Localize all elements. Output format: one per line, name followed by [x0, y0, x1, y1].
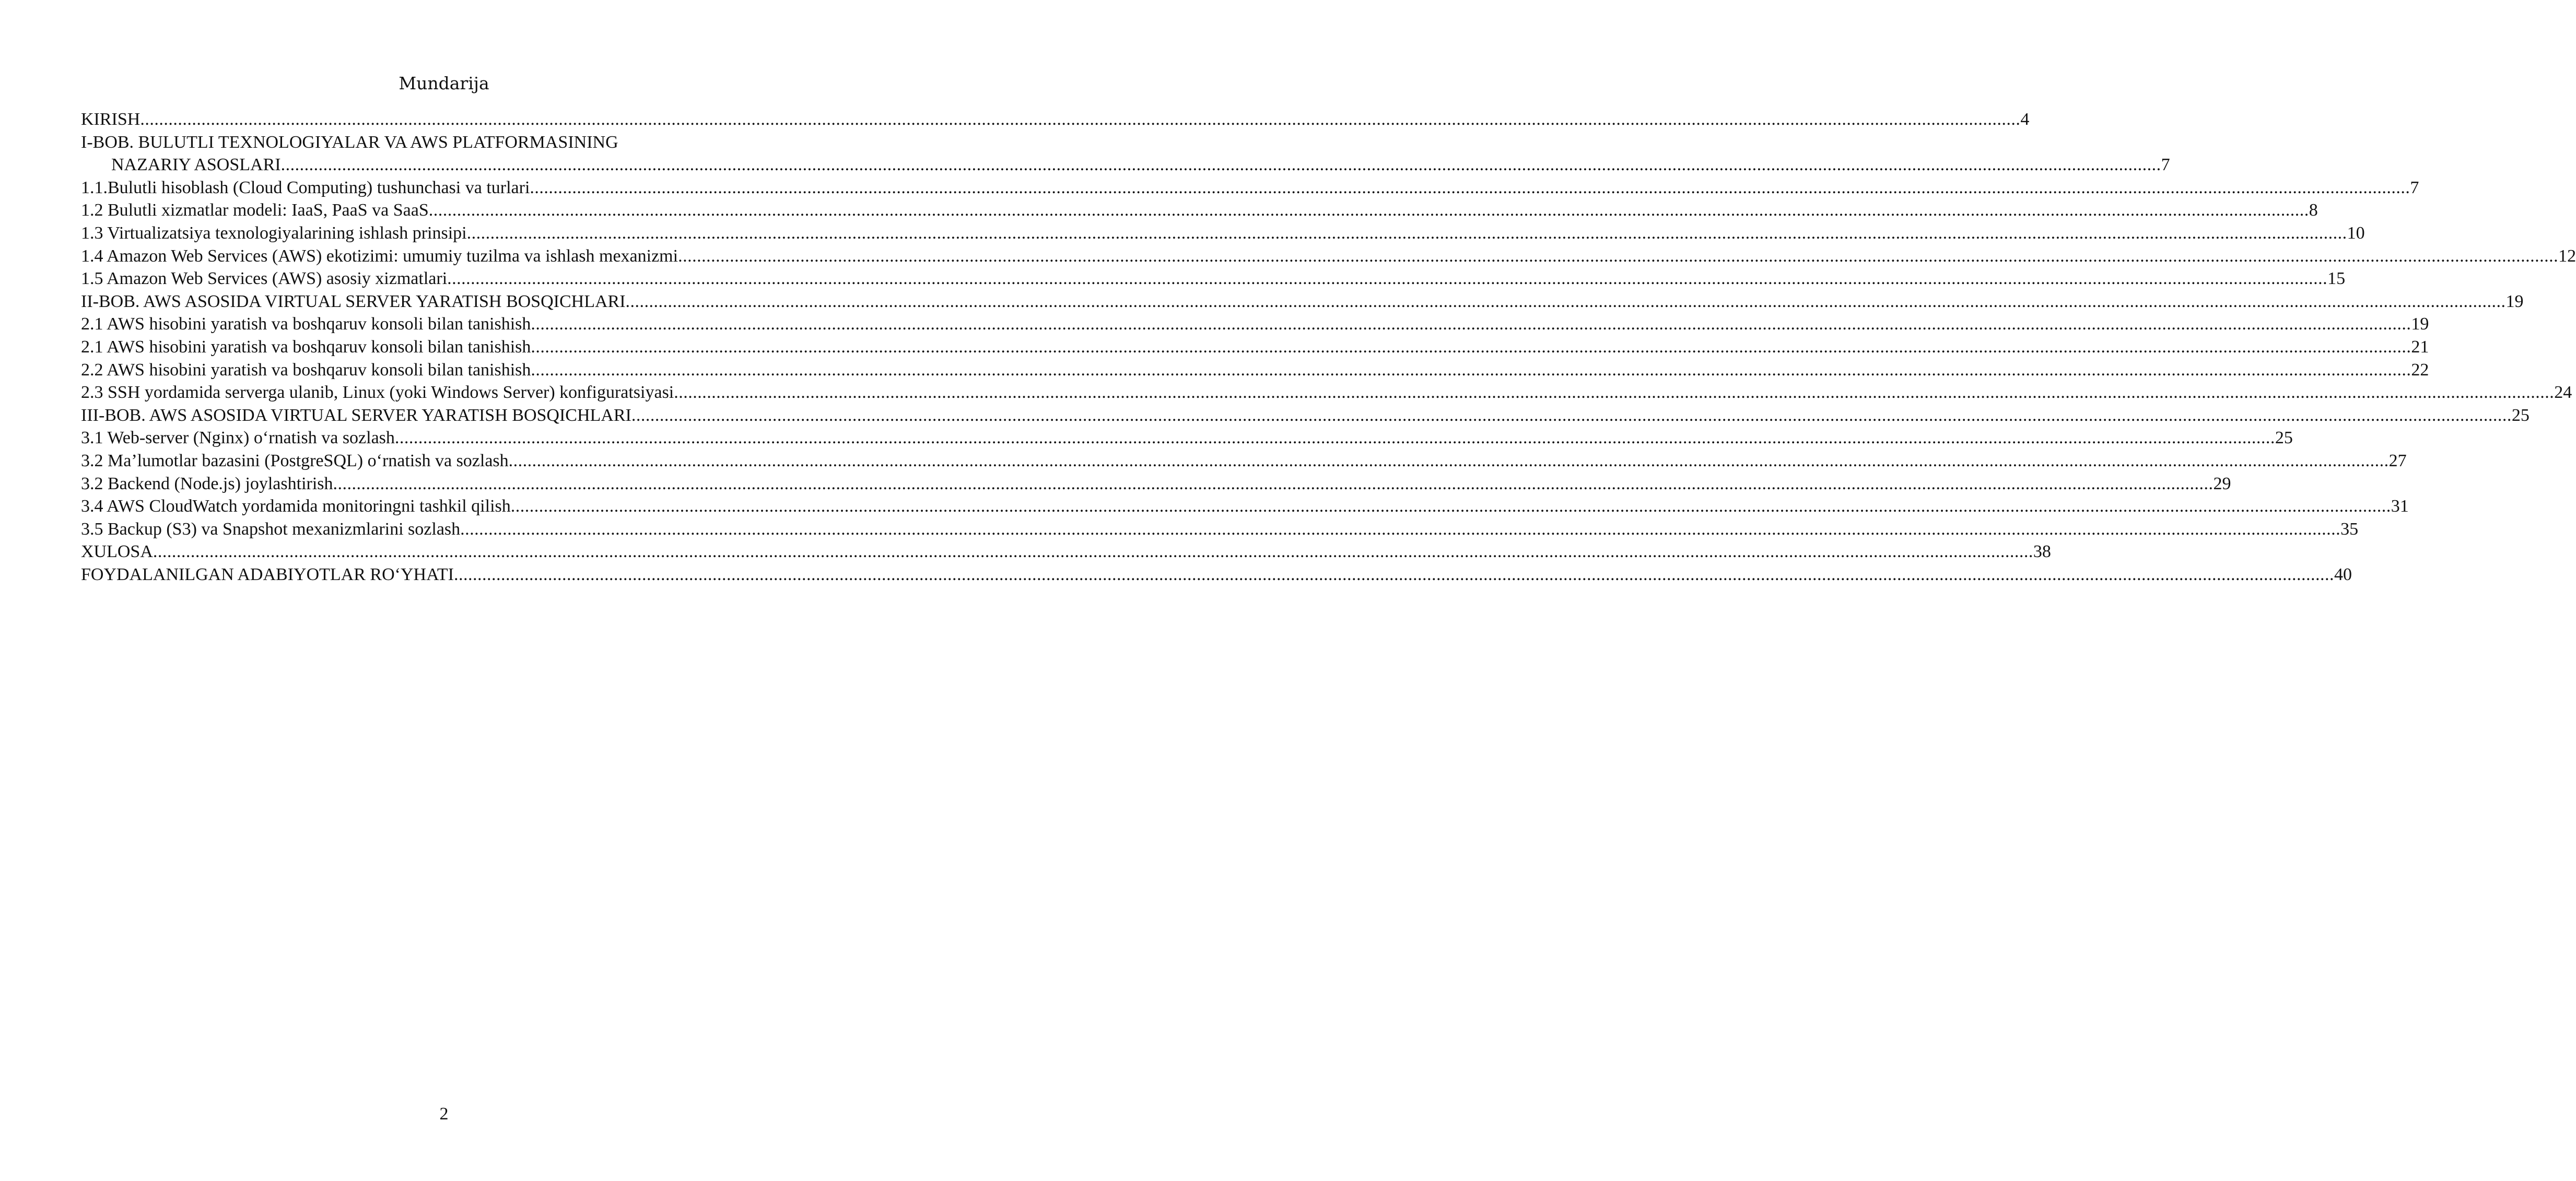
toc-entry-page: 27: [2388, 451, 2407, 470]
toc-leader-dots: ................................................................................................................................................................................................................................................................................................................................................................................................................: [280, 155, 2161, 175]
toc-entry-3-1[interactable]: [81, 427, 2293, 450]
toc-leader-dots: ................................................................................................................................................................................................................................................................................................................................................................................................................: [333, 474, 2214, 493]
toc-entry-text: 1.4 Amazon Web Services (AWS) ekotizimi: umumiy tuzilma va ishlash mexanizmi: [81, 246, 678, 266]
toc-entry-page: 31: [2391, 497, 2409, 516]
toc-entry-text: KIRISH: [81, 110, 140, 129]
toc-entry-page: 19: [2411, 314, 2429, 334]
toc-entry-2-1-b[interactable]: [81, 336, 2429, 359]
toc-entry-page: 22: [2411, 360, 2429, 380]
toc-entry-2-3[interactable]: [81, 381, 2572, 404]
toc-leader-dots: ................................................................................................................................................................................................................................................................................................................................................................................................................: [460, 519, 2341, 539]
table-of-contents: [81, 108, 2576, 586]
toc-leader-dots: ................................................................................................................................................................................................................................................................................................................................................................................................................: [510, 497, 2391, 516]
toc-leader-dots: ................................................................................................................................................................................................................................................................................................................................................................................................................: [153, 542, 2033, 562]
toc-entry-chapter-1[interactable]: [81, 131, 780, 154]
toc-leader-dots: ................................................................................................................................................................................................................................................................................................................................................................................................................: [447, 269, 2328, 289]
toc-entry-text: 1.2 Bulutli xizmatlar modeli: IaaS, PaaS va SaaS: [81, 200, 429, 220]
toc-leader-dots: ................................................................................................................................................................................................................................................................................................................................................................................................................: [466, 223, 2347, 243]
toc-entry-text: 1.5 Amazon Web Services (AWS) asosiy xizmatlari: [81, 269, 448, 289]
toc-entry-text: XULOSA: [81, 542, 153, 562]
toc-entry-2-1-a[interactable]: [81, 313, 2429, 336]
toc-leader-dots: ................................................................................................................................................................................................................................................................................................................................................................................................................: [394, 428, 2275, 448]
toc-leader-dots: ................................................................................................................................................................................................................................................................................................................................................................................................................: [531, 337, 2411, 357]
toc-entry-page: 35: [2340, 519, 2359, 539]
toc-entry-text: 2.1 AWS hisobini yaratish va boshqaruv konsoli bilan tanishish: [81, 337, 531, 357]
toc-entry-text: 2.2 AWS hisobini yaratish va boshqaruv konsoli bilan tanishish: [81, 360, 531, 380]
toc-entry-page: 12: [2558, 246, 2576, 266]
toc-entry-text: III-BOB. AWS ASOSIDA VIRTUAL SERVER YARATISH BOSQICHLARI: [81, 405, 631, 425]
toc-entry-page: 10: [2347, 223, 2365, 243]
toc-entry-page: 25: [2511, 405, 2530, 425]
toc-leader-dots: ................................................................................................................................................................................................................................................................................................................................................................................................................: [453, 564, 2334, 584]
toc-leader-dots: ................................................................................................................................................................................................................................................................................................................................................................................................................: [678, 246, 2559, 266]
toc-entry-kirish[interactable]: [81, 108, 2030, 131]
page-number: 2: [439, 1104, 449, 1124]
toc-leader-dots: ................................................................................................................................................................................................................................................................................................................................................................................................................: [428, 200, 2309, 220]
toc-leader-dots: ................................................................................................................................................................................................................................................................................................................................................................................................................: [508, 451, 2389, 470]
toc-entry-text: 1.1.Bulutli hisoblash (Cloud Computing) tushunchasi va turlari: [81, 178, 530, 197]
toc-entry-page: 25: [2275, 428, 2293, 448]
toc-entry-2-2[interactable]: [81, 359, 2429, 382]
toc-entry-chapter-3[interactable]: [81, 404, 2530, 427]
toc-leader-dots: ................................................................................................................................................................................................................................................................................................................................................................................................................: [625, 291, 2506, 311]
toc-entry-text: FOYDALANILGAN ADABIYOTLAR RO‘YHATI: [81, 564, 454, 584]
toc-entry-3-4[interactable]: [81, 495, 2409, 518]
toc-leader-dots: ................................................................................................................................................................................................................................................................................................................................................................................................................: [631, 405, 2512, 425]
toc-entry-text: 3.2 Backend (Node.js) joylashtirish: [81, 474, 333, 493]
toc-entry-page: 7: [2161, 155, 2170, 175]
toc-title: Mundarija: [399, 73, 489, 93]
toc-entry-page: 24: [2554, 383, 2572, 403]
toc-entry-text: I-BOB. BULUTLI TEXNOLOGIYALAR VA AWS PLATFORMASINING: [81, 132, 618, 152]
toc-entry-1-4[interactable]: [81, 245, 2576, 268]
toc-entry-page: 29: [2213, 474, 2231, 493]
toc-entry-chapter-2[interactable]: [81, 290, 2524, 313]
toc-entry-text: 3.4 AWS CloudWatch yordamida monitoringni tashkil qilish: [81, 497, 511, 516]
toc-entry-page: 19: [2505, 291, 2524, 311]
toc-entry-1-2[interactable]: [81, 199, 2318, 222]
toc-leader-dots: ................................................................................................................................................................................................................................................................................................................................................................................................................: [530, 178, 2410, 197]
toc-entry-text: 3.1 Web-server (Nginx) o‘rnatish va sozlash: [81, 428, 395, 448]
toc-entry-page: 7: [2410, 178, 2419, 197]
toc-entry-text: II-BOB. AWS ASOSIDA VIRTUAL SERVER YARATISH BOSQICHLARI: [81, 291, 626, 311]
toc-entry-text: 2.3 SSH yordamida serverga ulanib, Linux (yoki Windows Server) konfiguratsiyasi: [81, 383, 674, 403]
toc-entry-text: 3.5 Backup (S3) va Snapshot mexanizmlarini sozlash: [81, 519, 461, 539]
toc-entry-text: 1.3 Virtualizatsiya texnologiyalarining ishlash prinsipi: [81, 223, 467, 243]
toc-entry-1-3[interactable]: [81, 222, 2365, 245]
toc-leader-dots: ................................................................................................................................................................................................................................................................................................................................................................................................................: [531, 314, 2411, 334]
toc-leader-dots: ................................................................................................................................................................................................................................................................................................................................................................................................................: [140, 110, 2021, 129]
toc-entry-1-5[interactable]: [81, 267, 2346, 290]
toc-entry-adabiyotlar[interactable]: [81, 563, 2352, 586]
toc-entry-text: 3.2 Ma’lumotlar bazasini (PostgreSQL) o‘rnatish va sozlash: [81, 451, 509, 470]
toc-entry-page: 21: [2411, 337, 2429, 357]
toc-entry-1-1[interactable]: [81, 176, 2419, 199]
toc-entry-3-5[interactable]: [81, 518, 2359, 541]
toc-entry-page: 8: [2309, 200, 2318, 220]
toc-entry-3-2-a[interactable]: [81, 450, 2407, 473]
toc-entry-page: 15: [2327, 269, 2346, 289]
toc-entry-xulosa[interactable]: [81, 540, 2051, 563]
toc-entry-page: 4: [2020, 110, 2030, 129]
toc-entry-text: NAZARIY ASOSLARI: [111, 155, 281, 175]
toc-entry-3-2-b[interactable]: [81, 473, 2231, 495]
toc-entry-text: 2.1 AWS hisobini yaratish va boshqaruv konsoli bilan tanishish: [81, 314, 531, 334]
toc-entry-page: 38: [2033, 542, 2051, 562]
toc-entry-chapter-1-cont[interactable]: [81, 153, 2170, 176]
toc-leader-dots: ................................................................................................................................................................................................................................................................................................................................................................................................................: [531, 360, 2411, 380]
toc-leader-dots: ................................................................................................................................................................................................................................................................................................................................................................................................................: [674, 383, 2555, 403]
toc-entry-page: 40: [2334, 564, 2352, 584]
